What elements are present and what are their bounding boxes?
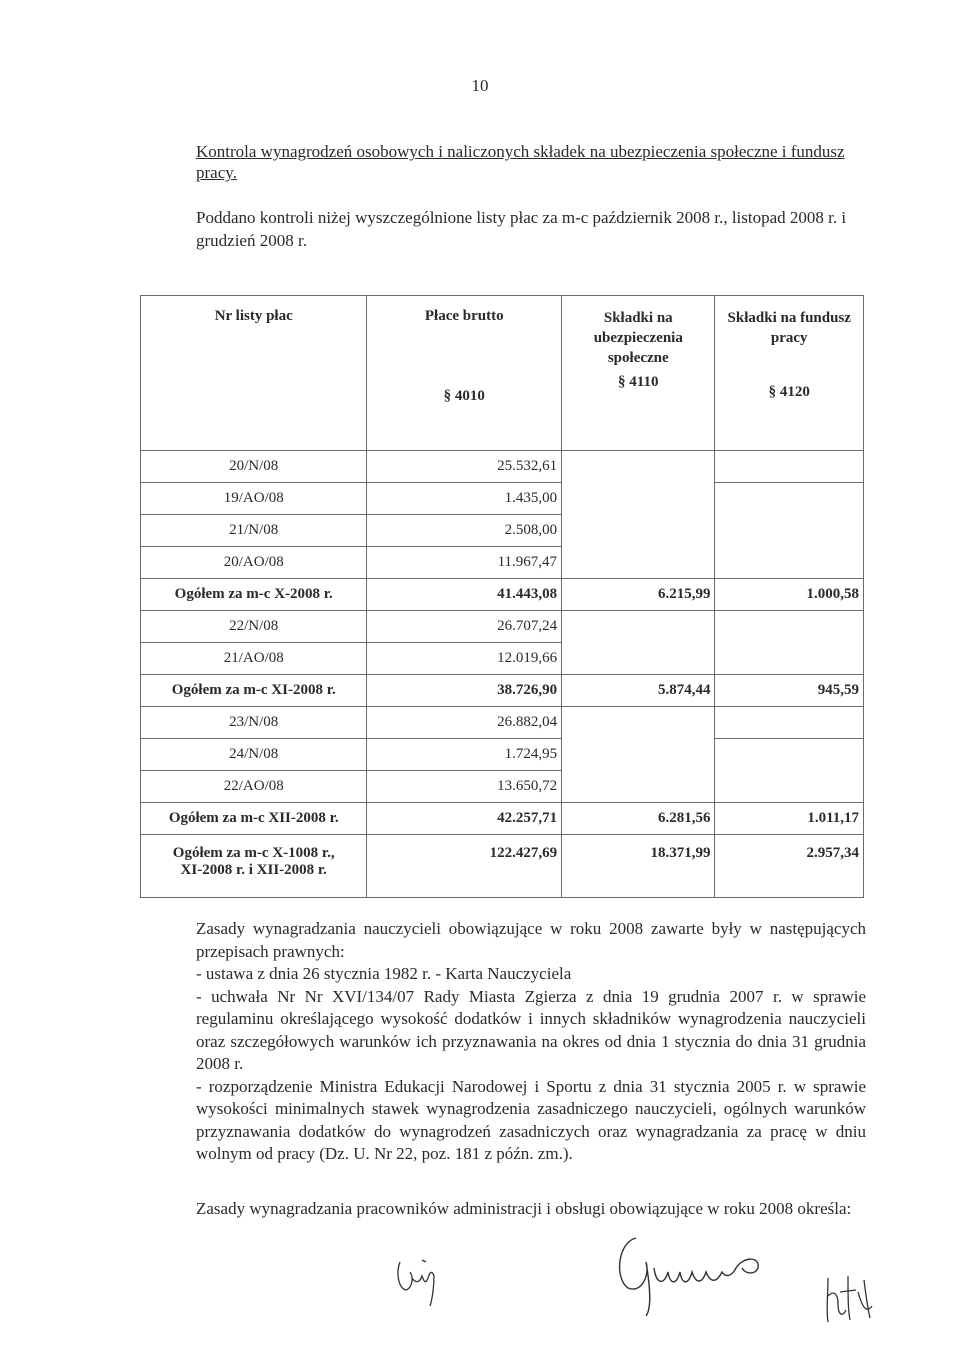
payroll-table [140, 295, 864, 898]
cell-brutto: 26.882,04 [367, 707, 562, 739]
cell-brutto: 2.508,00 [367, 515, 562, 547]
cell-fp [715, 611, 864, 643]
cell-fp [715, 483, 864, 515]
paragraph: - rozporządzenie Ministra Edukacji Narodowej i Sportu z dnia 31 stycznia 2005 r. w sprawie wysokości minimalnych stawek wynagrodzenia zasadniczego nauczycieli, ogólnych warunków przyznawania dodatków do wynagrodzeń zasadniczych oraz wynagradzania za pracę w dniu wolnym od pracy (Dz. U. Nr 22, poz. 181 z późn. zm.). [196, 1076, 866, 1163]
table-row-grand-total [141, 835, 864, 898]
table-row [141, 739, 864, 771]
table-row [141, 643, 864, 675]
cell-brutto: 25.532,61 [367, 451, 562, 483]
cell-spol: 5.874,44 [562, 675, 715, 707]
cell-spol [562, 771, 715, 803]
paragraph: Zasady wynagradzania nauczycieli obowiązujące w roku 2008 zawarte były w następujących przepisach prawnych: [196, 919, 866, 961]
cell-fp [715, 515, 864, 547]
table-row [141, 707, 864, 739]
cell-brutto: 41.443,08 [367, 579, 562, 611]
signature-mark-3 [818, 1266, 878, 1326]
cell-grand-total-label [141, 835, 367, 898]
table-row [141, 451, 864, 483]
admin-pay-rules [196, 1198, 866, 1221]
cell-fp [715, 771, 864, 803]
header-skladki-spoleczne [562, 296, 715, 451]
table-row-total [141, 675, 864, 707]
cell-nr: 21/AO/08 [141, 643, 367, 675]
cell-spol: 18.371,99 [562, 835, 715, 898]
paragraph: - ustawa z dnia 26 stycznia 1982 r. - Karta Nauczyciela [196, 964, 572, 983]
cell-spol [562, 515, 715, 547]
table-row [141, 771, 864, 803]
cell-spol [562, 739, 715, 771]
grand-total-line1: Ogółem za m-c X-1008 r., [172, 845, 335, 861]
cell-brutto: 12.019,66 [367, 643, 562, 675]
cell-nr: 24/N/08 [141, 739, 367, 771]
cell-brutto: 122.427,69 [367, 835, 562, 898]
header-place-brutto [367, 296, 562, 451]
header-skladki-spoleczne-paragraph: § 4110 [618, 374, 659, 390]
header-place-brutto-label: Płace brutto [424, 308, 504, 324]
cell-brutto: 38.726,90 [367, 675, 562, 707]
table-header-row [141, 296, 864, 451]
cell-spol: 6.215,99 [562, 579, 715, 611]
cell-nr: Ogółem za m-c X-2008 r. [141, 579, 367, 611]
cell-brutto: 11.967,47 [367, 547, 562, 579]
table-row-total [141, 579, 864, 611]
cell-nr: 22/AO/08 [141, 771, 367, 803]
cell-fp: 2.957,34 [715, 835, 864, 898]
cell-brutto: 1.435,00 [367, 483, 562, 515]
cell-spol: 6.281,56 [562, 803, 715, 835]
cell-nr: Ogółem za m-c XII-2008 r. [141, 803, 367, 835]
cell-spol [562, 643, 715, 675]
cell-brutto: 42.257,71 [367, 803, 562, 835]
paragraph: - uchwała Nr Nr XVI/134/07 Rady Miasta Zgierza z dnia 19 grudnia 2007 r. w sprawie regulaminu określającego wysokość dodatków i innych składników wynagrodzenia nauczycieli oraz szczegółowych warunków ich przyznawania na okres od dnia 1 stycznia do dnia 31 grudnia 2008 r. [196, 986, 866, 1073]
cell-nr: Ogółem za m-c XI-2008 r. [141, 675, 367, 707]
cell-fp: 945,59 [715, 675, 864, 707]
intro-paragraph: Poddano kontroli niżej wyszczególnione listy płac za m-c październik 2008 r., listopad 2008 r. i grudzień 2008 r. [196, 208, 847, 250]
cell-brutto: 1.724,95 [367, 739, 562, 771]
cell-brutto: 13.650,72 [367, 771, 562, 803]
table-row [141, 611, 864, 643]
cell-spol [562, 611, 715, 643]
page-number: 10 [471, 76, 489, 95]
cell-fp [715, 451, 864, 483]
grand-total-line2: XI-2008 r. i XII-2008 r. [180, 862, 327, 878]
cell-spol [562, 483, 715, 515]
header-fundusz-pracy-label: Składki na fundusz pracy [727, 310, 851, 346]
signature-mark-1 [392, 1248, 442, 1308]
header-nr-listy [141, 296, 367, 451]
signature-mark-2 [606, 1228, 806, 1318]
header-fundusz-pracy [715, 296, 864, 451]
cell-nr: 19/AO/08 [141, 483, 367, 515]
cell-nr: 20/AO/08 [141, 547, 367, 579]
cell-fp [715, 739, 864, 771]
cell-spol [562, 547, 715, 579]
table-row [141, 483, 864, 515]
table-row [141, 515, 864, 547]
teacher-pay-rules [196, 918, 866, 1166]
header-nr-listy-label: Nr listy płac [214, 308, 293, 324]
cell-nr: 22/N/08 [141, 611, 367, 643]
cell-nr: 23/N/08 [141, 707, 367, 739]
cell-fp: 1.011,17 [715, 803, 864, 835]
cell-nr: 20/N/08 [141, 451, 367, 483]
header-fundusz-pracy-paragraph: § 4120 [768, 384, 810, 400]
cell-fp: 1.000,58 [715, 579, 864, 611]
table-row [141, 547, 864, 579]
cell-spol [562, 707, 715, 739]
cell-brutto: 26.707,24 [367, 611, 562, 643]
table-row-total [141, 803, 864, 835]
header-skladki-spoleczne-label: Składki na ubezpieczenia społeczne [593, 310, 683, 366]
paragraph: Zasady wynagradzania pracowników administracji i obsługi obowiązujące w roku 2008 określa: [196, 1199, 852, 1218]
cell-fp [715, 547, 864, 579]
section-heading: Kontrola wynagrodzeń osobowych i naliczonych składek na ubezpieczenia społeczne i fundusz pracy. [196, 142, 845, 182]
cell-nr: 21/N/08 [141, 515, 367, 547]
header-place-brutto-paragraph: § 4010 [443, 388, 485, 404]
cell-spol [562, 451, 715, 483]
cell-fp [715, 707, 864, 739]
cell-fp [715, 643, 864, 675]
